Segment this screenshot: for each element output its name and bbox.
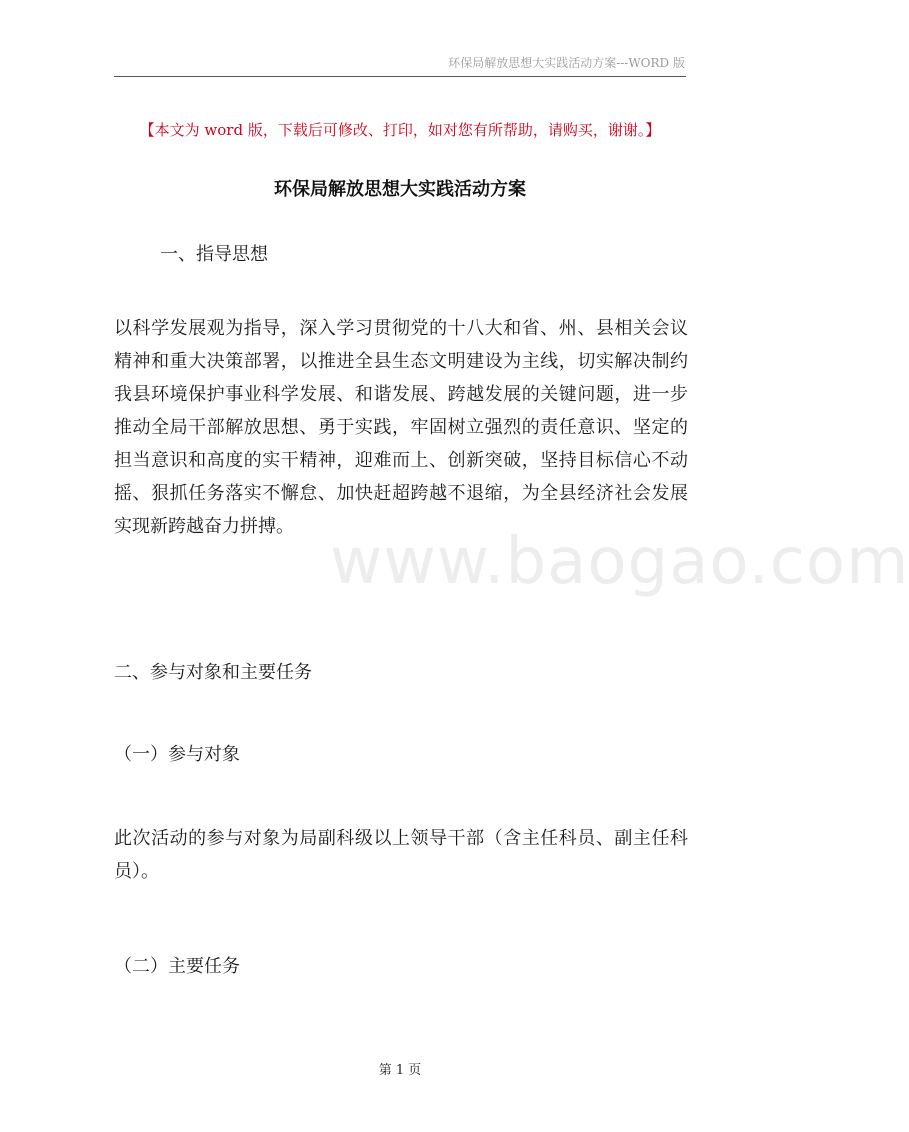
subsection-1-heading: （一）参与对象: [114, 744, 240, 765]
section-2-heading: 二、参与对象和主要任务: [114, 662, 312, 683]
page-number: 第 1 页: [378, 1063, 422, 1078]
section-1-paragraph: 以科学发展观为指导，深入学习贯彻党的十八大和省、州、县相关会议精神和重大决策部署，以推进全县生态文明建设为主线，切实解决制约我县环境保护事业科学发展、和谐发展、跨越发展的关键问题，进一步推动全局干部解放思想、勇于实践，牢固树立强烈的责任意识、坚定的担当意识和高度的实干精神，迎难而上、创新突破，坚持目标信心不动摇、狠抓任务落实不懈怠、加快赶超跨越不退缩，为全县经济社会发展实现新跨越奋力拼搏。: [114, 318, 688, 537]
header-divider: [114, 76, 686, 77]
watermark: www.baogao.com: [330, 525, 909, 599]
section-1-heading: 一、指导思想: [160, 244, 268, 265]
download-notice: 【本文为 word 版，下载后可修改、打印，如对您有所帮助，请购买，谢谢。】: [139, 121, 661, 139]
subsection-2-heading: （二）主要任务: [114, 956, 240, 977]
document-title: 环保局解放思想大实践活动方案: [274, 179, 526, 200]
running-header: 环保局解放思想大实践活动方案---WORD 版: [448, 56, 685, 70]
subsection-1-paragraph: 此次活动的参与对象为局副科级以上领导干部（含主任科员、副主任科员）。: [114, 828, 688, 882]
